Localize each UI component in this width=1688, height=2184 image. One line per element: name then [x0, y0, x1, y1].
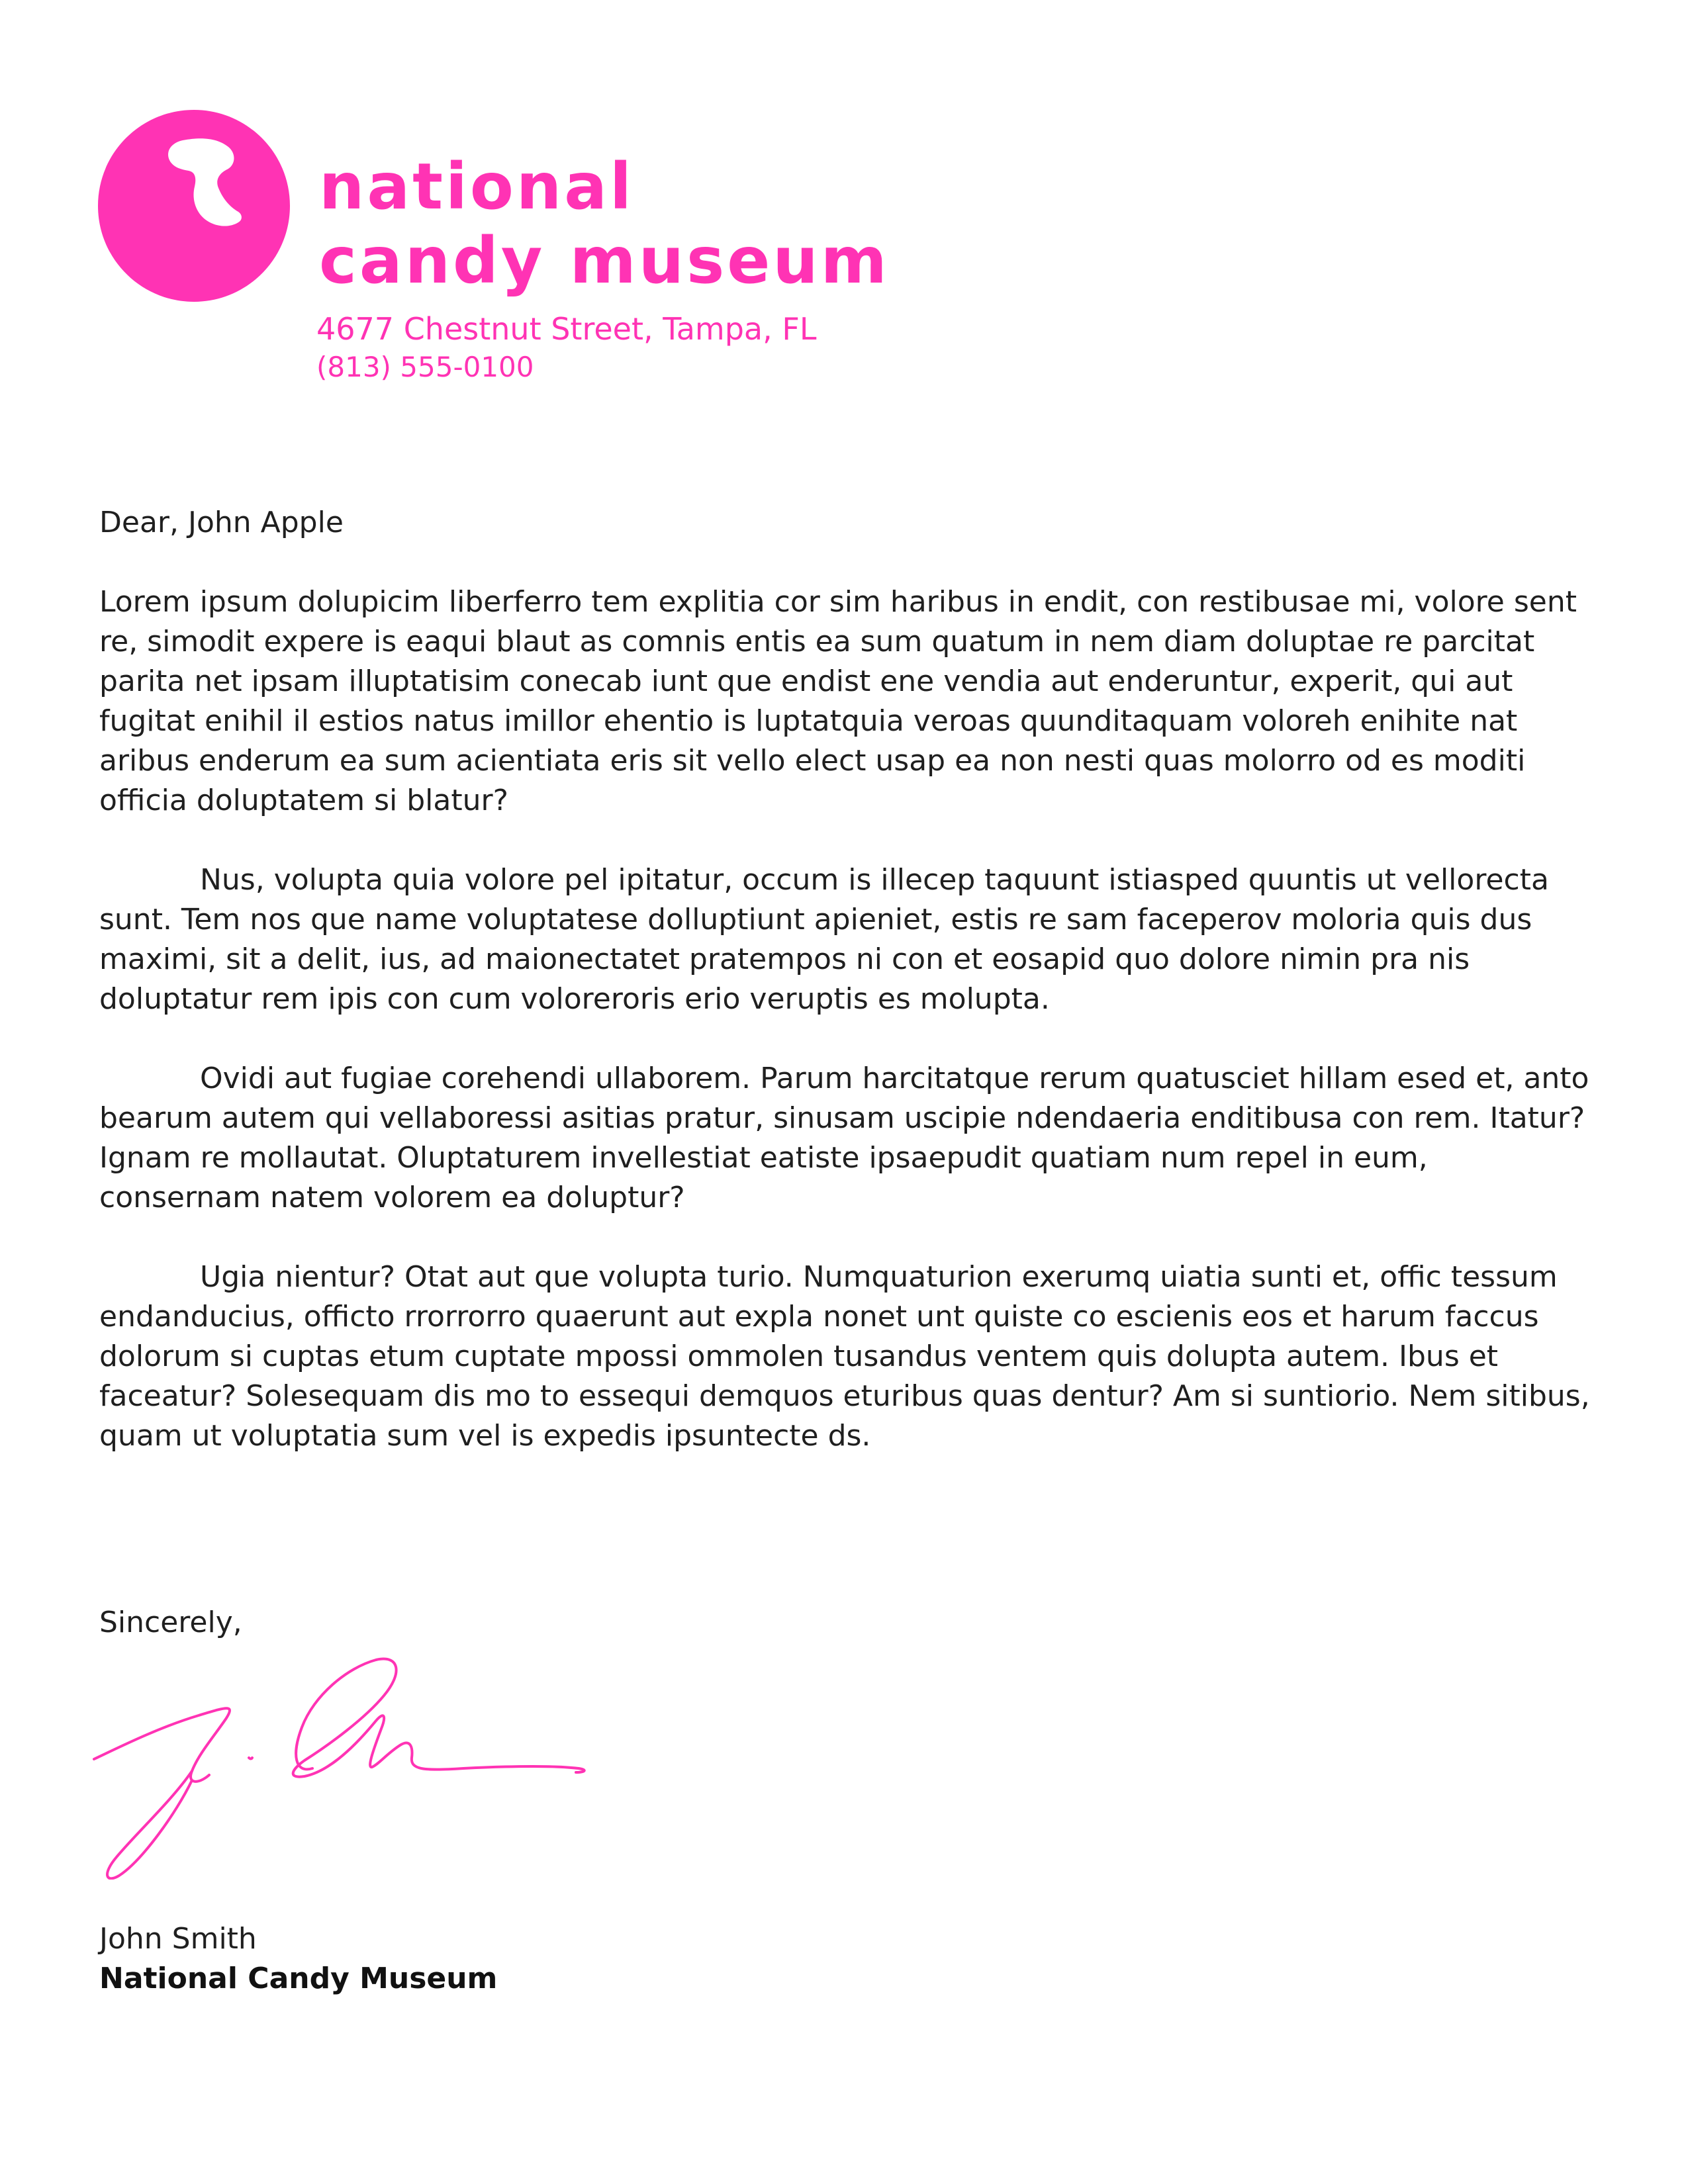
brand-line-2: candy museum	[319, 224, 890, 298]
letter-paragraph: Nus, volupta quia volore pel ipitatur, occum is illecep taquunt istiasped quuntis ut vellorecta sunt. Tem nos que name voluptatese dolluptiunt apieniet, estis re sam faceperov moloria quis dus maximi, sit a delit, ius, ad maionectatet pratempos ni con et eosapid quo dolore nimin pra nis doluptatur rem ipis con cum voloreroris erio veruptis es molupta.	[99, 863, 1549, 1016]
letter-greeting: Dear, John Apple	[99, 506, 344, 539]
signer-name: John Smith	[99, 1922, 257, 1956]
phone-number: (813) 555-0100	[316, 351, 534, 383]
letter-paragraph: Ugia nientur? Otat aut que volupta turio. Numquaturion exerumq uiatia sunti et, offic tessum endanducius, officto rrorrorro quaerunt aut expla nonet unt quiste co escienis eos et harum faccus dolorum si cuptas etum cuptate mpossi ommolen tusandus ventem quis dolupta autem. Ibus et faceatur? Solesequam dis mo to essequi demquos eturibus quas dentur? Am si suntiorio. Nem sitibus, quam ut voluptatia sum vel is expedis ipsuntecte ds.	[99, 1260, 1590, 1453]
street-address: 4677 Chestnut Street, Tampa, FL	[316, 311, 817, 347]
signer-block	[99, 1919, 497, 1999]
handwritten-signature	[93, 1655, 635, 1880]
letter-body	[99, 503, 1595, 1496]
letter-closing: Sincerely,	[99, 1606, 242, 1639]
brand-line-1: national	[319, 150, 634, 224]
letter-paragraph: Lorem ipsum dolupicim liberferro tem explitia cor sim haribus in endit, con restibusae mi, volore sent re, simodit expere is eaqui blaut as comnis entis ea sum quatum in nem diam doluptae re parcitat parita net ipsam illuptatisim conecab iunt que endist ene vendia aut enderuntur, experit, qui aut fugitat enihil il estios natus imillor ehentio is luptatquia veroas quunditaquam voloreh enihite nat aribus enderum ea sum acientiata eris sit vello elect usap ea non nesti quas molorro od es moditi officia doluptatem si blatur?	[99, 585, 1577, 817]
letter-paragraph: Ovidi aut fugiae corehendi ullaborem. Parum harcitatque rerum quatusciet hillam esed et, anto bearum autem qui vellaboressi asitias pratur, sinusam uscipie ndendaeria enditibusa con rem. Itatur? Ignam re mollautat. Oluptaturem invellestiat eatiste ipsaepudit quatiam num repel in eum, consernam natem volorem ea doluptur?	[99, 1062, 1589, 1214]
contact-block	[316, 310, 816, 387]
signer-organization: National Candy Museum	[99, 1962, 498, 1995]
brand-wordmark	[319, 150, 890, 298]
museum-logo-icon	[98, 110, 290, 302]
